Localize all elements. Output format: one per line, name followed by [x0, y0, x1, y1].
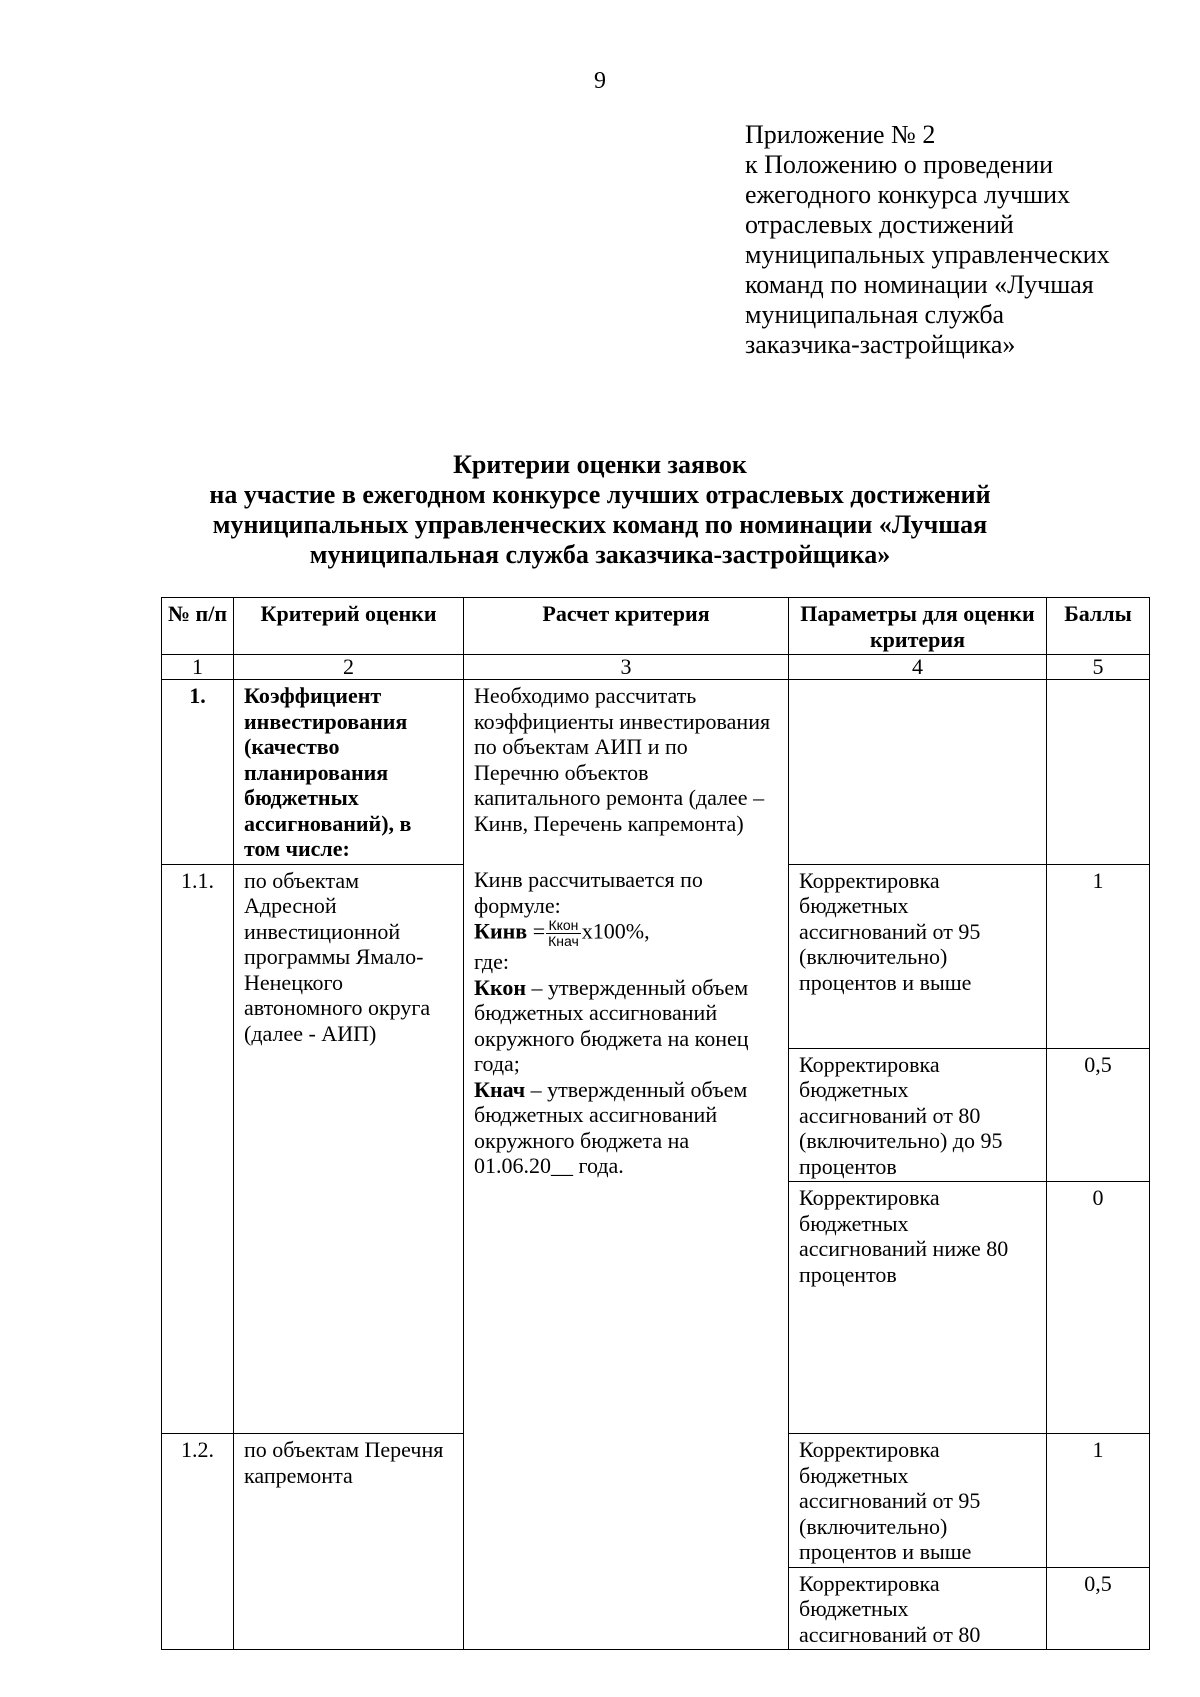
- table-row: [162, 864, 1150, 1048]
- table-header-row: [162, 598, 1150, 655]
- appendix-heading: [745, 120, 1185, 360]
- document-title: [0, 450, 1200, 570]
- calculation-cell: [464, 864, 789, 1650]
- score-cell: 1: [1047, 1434, 1150, 1568]
- formula-fraction: [546, 918, 581, 949]
- criterion-cell: Коэффициент инвестирования (качество планирования бюджетных ассигнований), в том числе:: [234, 680, 464, 865]
- title-line: Критерии оценки заявок: [453, 450, 747, 479]
- formula: [474, 918, 778, 949]
- parameter-cell: Корректировка бюджетных ассигнований от 95 (включительно) процентов и выше: [789, 1434, 1047, 1568]
- title-line: муниципальная служба заказчика-застройщика»: [309, 540, 891, 569]
- formula-tail: x100%,: [581, 918, 650, 944]
- kkon-definition: [474, 975, 778, 1077]
- kkon-term: Ккон: [474, 974, 527, 1000]
- row-number-continued: [162, 1182, 234, 1434]
- header-criterion: Критерий оценки: [234, 598, 464, 655]
- row-number: 1.2.: [162, 1434, 234, 1650]
- column-number: 4: [789, 655, 1047, 680]
- score-cell-empty: [1047, 680, 1150, 865]
- knach-definition: [474, 1077, 778, 1179]
- column-number: 5: [1047, 655, 1150, 680]
- fraction-numerator: Ккон: [546, 918, 581, 934]
- formula-eq: =: [527, 918, 546, 944]
- row-number: 1.: [162, 680, 234, 865]
- fraction-denominator: Кнач: [548, 933, 579, 949]
- criterion-cell: по объектам Адресной инвестиционной программы Ямало-Ненецкого автономного округа (далее - АИП): [234, 864, 464, 1048]
- score-cell: 1: [1047, 864, 1150, 1048]
- row-number-continued: [162, 1048, 234, 1182]
- appendix-line: Приложение № 2: [745, 120, 936, 149]
- column-number-row: [162, 655, 1150, 680]
- criterion-cell: по объектам Перечня капремонта: [234, 1434, 464, 1650]
- calculation-intro: Необходимо рассчитать коэффициенты инвестирования по объектам АИП и по Перечню объектов капитального ремонта (далее – Кинв, Перечень капремонта): [464, 680, 789, 865]
- title-line: муниципальных управленческих команд по номинации «Лучшая: [212, 510, 988, 539]
- header-parameters: Параметры для оценки критерия: [789, 598, 1047, 655]
- kkon-text: – утвержденный объем бюджетных ассигнований окружного бюджета на конец года;: [474, 974, 749, 1076]
- score-cell: 0,5: [1047, 1567, 1150, 1650]
- parameters-cell-empty: [789, 680, 1047, 865]
- criteria-table: [161, 597, 1150, 1650]
- appendix-line: ежегодного конкурса лучших: [745, 180, 1070, 209]
- parameter-cell: Корректировка бюджетных ассигнований от 80 (включительно) до 95 процентов: [789, 1048, 1047, 1182]
- header-number: № п/п: [162, 598, 234, 655]
- knach-text: – утвержденный объем бюджетных ассигнований окружного бюджета на 01.06.20__ года.: [474, 1076, 748, 1178]
- appendix-line: к Положению о проведении: [745, 150, 1054, 179]
- row-number: 1.1.: [162, 864, 234, 1048]
- score-cell: 0,5: [1047, 1048, 1150, 1182]
- header-calculation: Расчет критерия: [464, 598, 789, 655]
- page-number: 9: [594, 68, 606, 94]
- criterion-continued: [234, 1048, 464, 1182]
- parameter-cell: Корректировка бюджетных ассигнований от 95 (включительно) процентов и выше: [789, 864, 1047, 1048]
- header-score: Баллы: [1047, 598, 1150, 655]
- parameter-cell: Корректировка бюджетных ассигнований ниже 80 процентов: [789, 1182, 1047, 1434]
- appendix-line: отраслевых достижений: [745, 210, 1014, 239]
- title-line: на участие в ежегодном конкурсе лучших отраслевых достижений: [209, 480, 991, 509]
- appendix-line: муниципальная служба: [745, 300, 1005, 329]
- knach-term: Кнач: [474, 1076, 526, 1102]
- parameter-cell: Корректировка бюджетных ассигнований от 80: [789, 1567, 1047, 1650]
- column-number: 3: [464, 655, 789, 680]
- appendix-line: муниципальных управленческих: [745, 240, 1110, 269]
- appendix-line: команд по номинации «Лучшая: [745, 270, 1094, 299]
- formula-where: где:: [474, 949, 509, 974]
- formula-lhs: Кинв: [474, 918, 528, 944]
- appendix-line: заказчика-застройщика»: [745, 330, 1016, 359]
- column-number: 1: [162, 655, 234, 680]
- column-number: 2: [234, 655, 464, 680]
- criterion-continued: [234, 1182, 464, 1434]
- formula-intro: Кинв рассчитывается по формуле:: [474, 867, 703, 918]
- score-cell: 0: [1047, 1182, 1150, 1434]
- table-row: [162, 680, 1150, 865]
